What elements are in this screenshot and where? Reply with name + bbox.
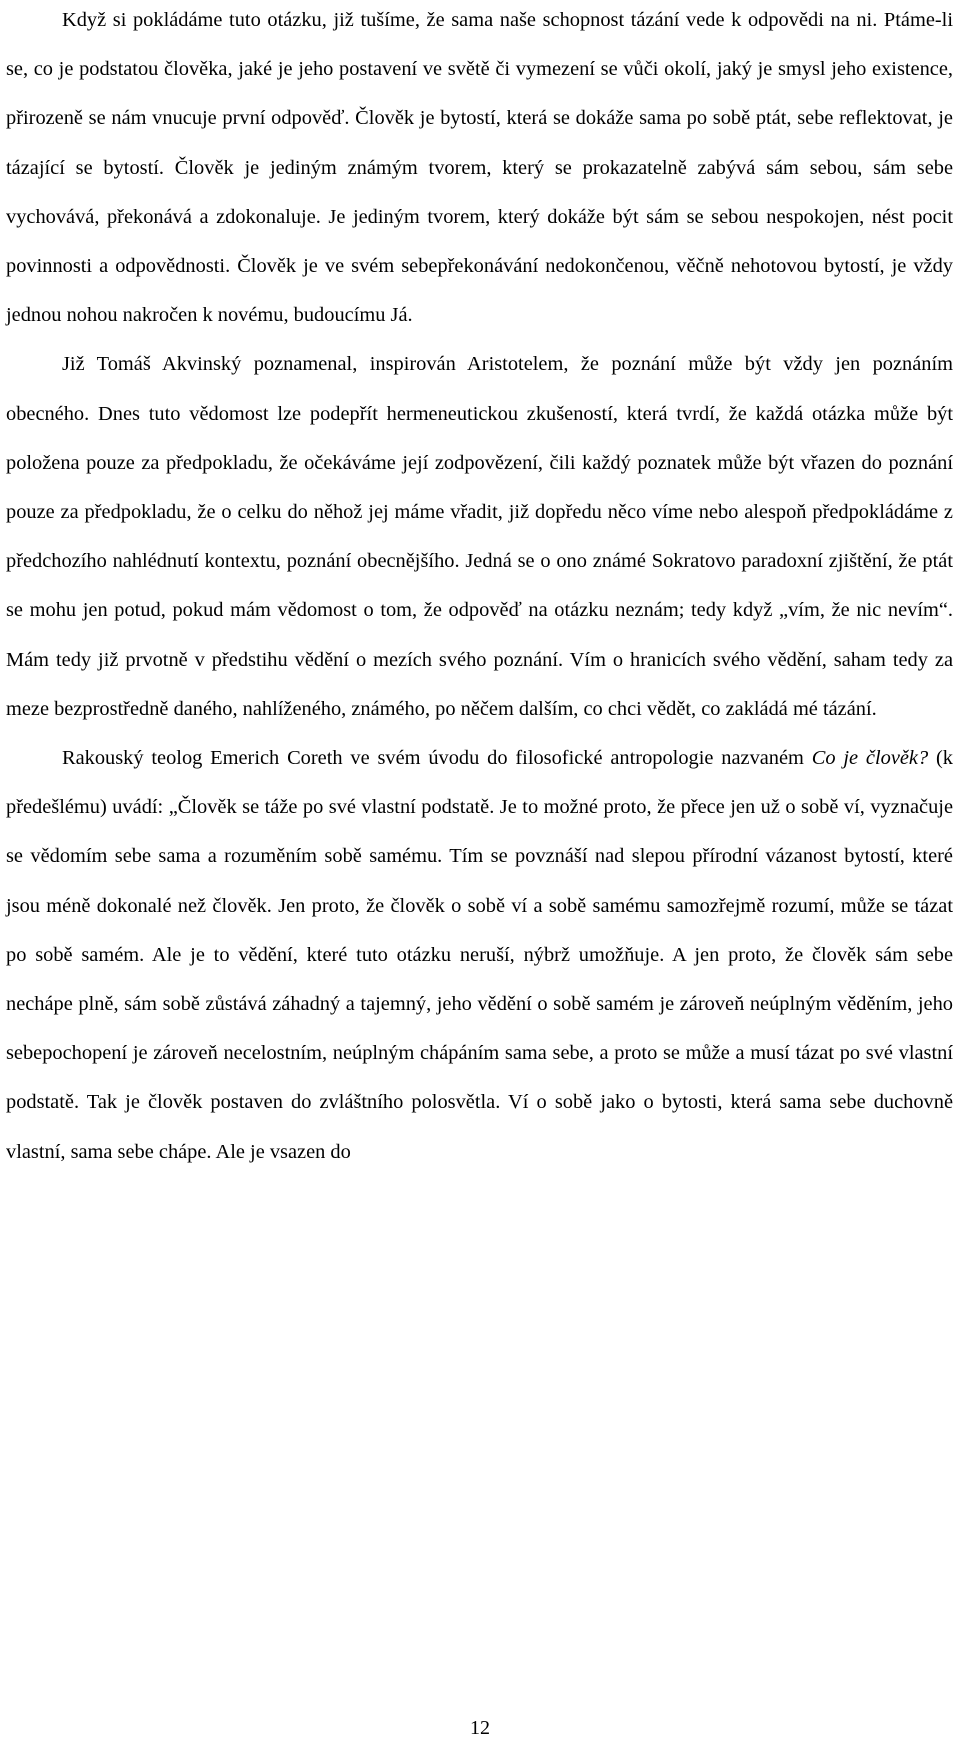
page-number: 12 xyxy=(470,1717,490,1739)
paragraph-3 xyxy=(6,734,953,1177)
paragraph-1: Když si pokládáme tuto otázku, již tušíme, že sama naše schopnost tázání vede k odpovědi na ni. Ptáme-li se, co je podstatou člověka, jaké je jeho postavení ve světě či vymezení se vůči okolí, jaký je smysl jeho existence, přirozeně se nám vnucuje první odpověď. Člověk je bytostí, která se dokáže sama po sobě ptát, sebe reflektovat, je tázající se bytostí. Člověk je jediným známým tvorem, který se prokazatelně zabývá sám sebou, sám sebe vychovává, překonává a zdokonaluje. Je jediným tvorem, který dokáže být sám se sebou nespokojen, nést pocit povinnosti a odpovědnosti. Člověk je ve svém sebepřekonávání nedokončenou, věčně nehotovou bytostí, je vždy jednou nohou nakročen k novému, budoucímu Já. xyxy=(6,9,953,327)
paragraph-3-text-after: (k předešlému) uvádí: „Člověk se táže po své vlastní podstatě. Je to možné proto, že přece jen už o sobě ví, vyznačuje se vědomím sebe sama a rozuměním sobě samému. Tím se povznáší nad slepou přírodní vázanost bytostí, které jsou méně dokonalé než člověk. Jen proto, že člověk o sobě ví a sobě samému samozřejmě rozumí, může se tázat po sobě samém. Ale je to vědění, které tuto otázku neruší, nýbrž umožňuje. A jen proto, že člověk sám sebe nechápe plně, sám sobě zůstává záhadný a tajemný, jeho vědění o sobě samém je zároveň neúplným věděním, jeho sebepochopení je zároveň necelostním, neúplným chápáním sama sebe, a proto se může a musí tázat po své vlastní podstatě. Tak je člověk postaven do zvláštního polosvětla. Ví o sobě jako o bytosti, která sama sebe duchovně vlastní, sama sebe chápe. Ale je vsazen do xyxy=(6,747,953,1163)
paragraph-3-text-before: Rakouský teolog Emerich Coreth ve svém úvodu do filosofické antropologie nazvaném xyxy=(62,747,812,770)
paragraph-2: Již Tomáš Akvinský poznamenal, inspirován Aristotelem, že poznání může být vždy jen poznáním obecného. Dnes tuto vědomost lze podepřít hermeneutickou zkušeností, která tvrdí, že každá otázka může být položena pouze za předpokladu, že očekáváme její zodpovězení, čili každý poznatek může být vřazen do poznání pouze za předpokladu, že o celku do něhož jej máme vřadit, již dopředu něco víme nebo alespoň předpokládáme z předchozího nahlédnutí kontextu, poznání obecnějšího. Jedná se o ono známé Sokratovo paradoxní zjištění, že ptát se mohu jen potud, pokud mám vědomost o tom, že odpověď na otázku neznám; tedy když „vím, že nic nevím“. Mám tedy již prvotně v předstihu vědění o mezích svého poznání. Vím o hranicích svého vědění, saham tedy za meze bezprostředně daného, nahlíženého, známého, po něčem dalším, co chci vědět, co zakládá mé tázání. xyxy=(6,353,953,720)
body-text xyxy=(6,0,953,1177)
book-title: Co je člověk? xyxy=(811,747,929,770)
